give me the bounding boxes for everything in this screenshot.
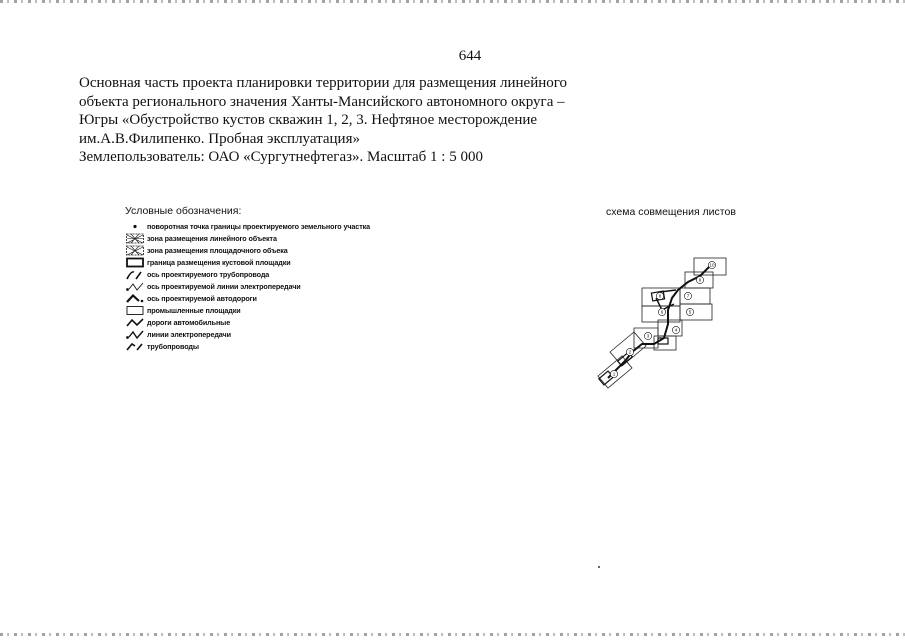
pipe-axis-icon [125,269,145,280]
sheet-marker [658,308,665,315]
title-line: им.А.В.Филипенко. Пробная эксплуатация» [79,130,360,147]
sheet-number: 5 [688,309,692,315]
sheet-number: 4 [674,327,678,333]
page-number: 644 [458,48,482,64]
legend-title: Условные обозначения: [125,205,242,217]
sheet-marker [696,276,703,283]
sheet-marker [684,292,691,299]
legend-item [125,232,445,244]
legend-label: дороги автомобильные [147,317,231,327]
pipe-icon [125,341,145,352]
legend-label: граница размещения кустовой площадки [147,257,291,267]
title-line: Югры «Обустройство кустов скважин 1, 2, 3. Нефтяное месторождение [79,112,538,128]
sheet-number: 10 [709,262,715,268]
sheet-marker [644,332,651,339]
legend-item [125,316,445,328]
sheet-marker [672,326,679,333]
scan-edge-top [0,0,905,3]
sheet-frame [680,304,712,320]
sheet-number: 6 [660,309,664,315]
legend-label: ось проектируемой автодороги [147,293,257,303]
legend-item [125,220,445,232]
scheme-title: схема совмещения листов [606,206,736,218]
sheet-marker [708,261,715,268]
legend-item [125,256,445,268]
legend-item [125,340,445,352]
road-icon [125,317,145,328]
sheet-scheme [590,252,735,402]
sheet-number: 8 [658,293,662,299]
legend-label: поворотная точка границы проектируемого земельного участка [147,221,371,231]
sheet-marker [610,370,617,377]
hatch-icon [125,245,145,256]
power-line-icon [125,329,145,340]
legend-label: линии электропередачи [147,329,231,339]
title-line: объекта регионального значения Ханты-Мансийского автономного округа – [79,93,565,110]
legend-label: зона размещения линейного объекта [147,233,277,243]
sheet-number: 3 [646,333,650,339]
sheet-number: 2 [628,349,632,355]
legend-item [125,244,445,256]
hatch-icon [125,233,145,244]
road-axis-icon [125,293,145,304]
legend [125,205,445,352]
sheet-marker [686,308,693,315]
legend-item [125,268,445,280]
bold-rect-icon [125,257,145,268]
sheet-number: 1 [612,371,616,377]
legend-label: ось проектируемого трубопровода [147,269,270,279]
legend-label: трубопроводы [147,341,199,351]
legend-item [125,304,445,316]
legend-item [125,328,445,340]
land-user-line: Землепользователь: ОАО «Сургутнефтегаз». Масштаб 1 : 5 000 [79,149,483,165]
sheet-number: 7 [686,293,690,299]
power-axis-icon [125,281,145,292]
thin-rect-icon [125,305,145,316]
sheet-marker [656,292,663,299]
legend-label: зона размещения площадочного объека [147,245,288,255]
legend-item [125,292,445,304]
title-line: Основная часть проекта планировки территории для размещения линейного [79,75,568,91]
legend-label: промышленные площадки [147,305,241,315]
scan-edge-bottom [0,633,905,636]
sheet-number: 9 [698,277,702,283]
legend-item [125,280,445,292]
title-block [79,74,599,167]
dot-icon [125,221,145,232]
scan-speck [598,566,600,568]
legend-label: ось проектируемой линии электропередачи [147,281,301,291]
sheet-marker [626,348,633,355]
